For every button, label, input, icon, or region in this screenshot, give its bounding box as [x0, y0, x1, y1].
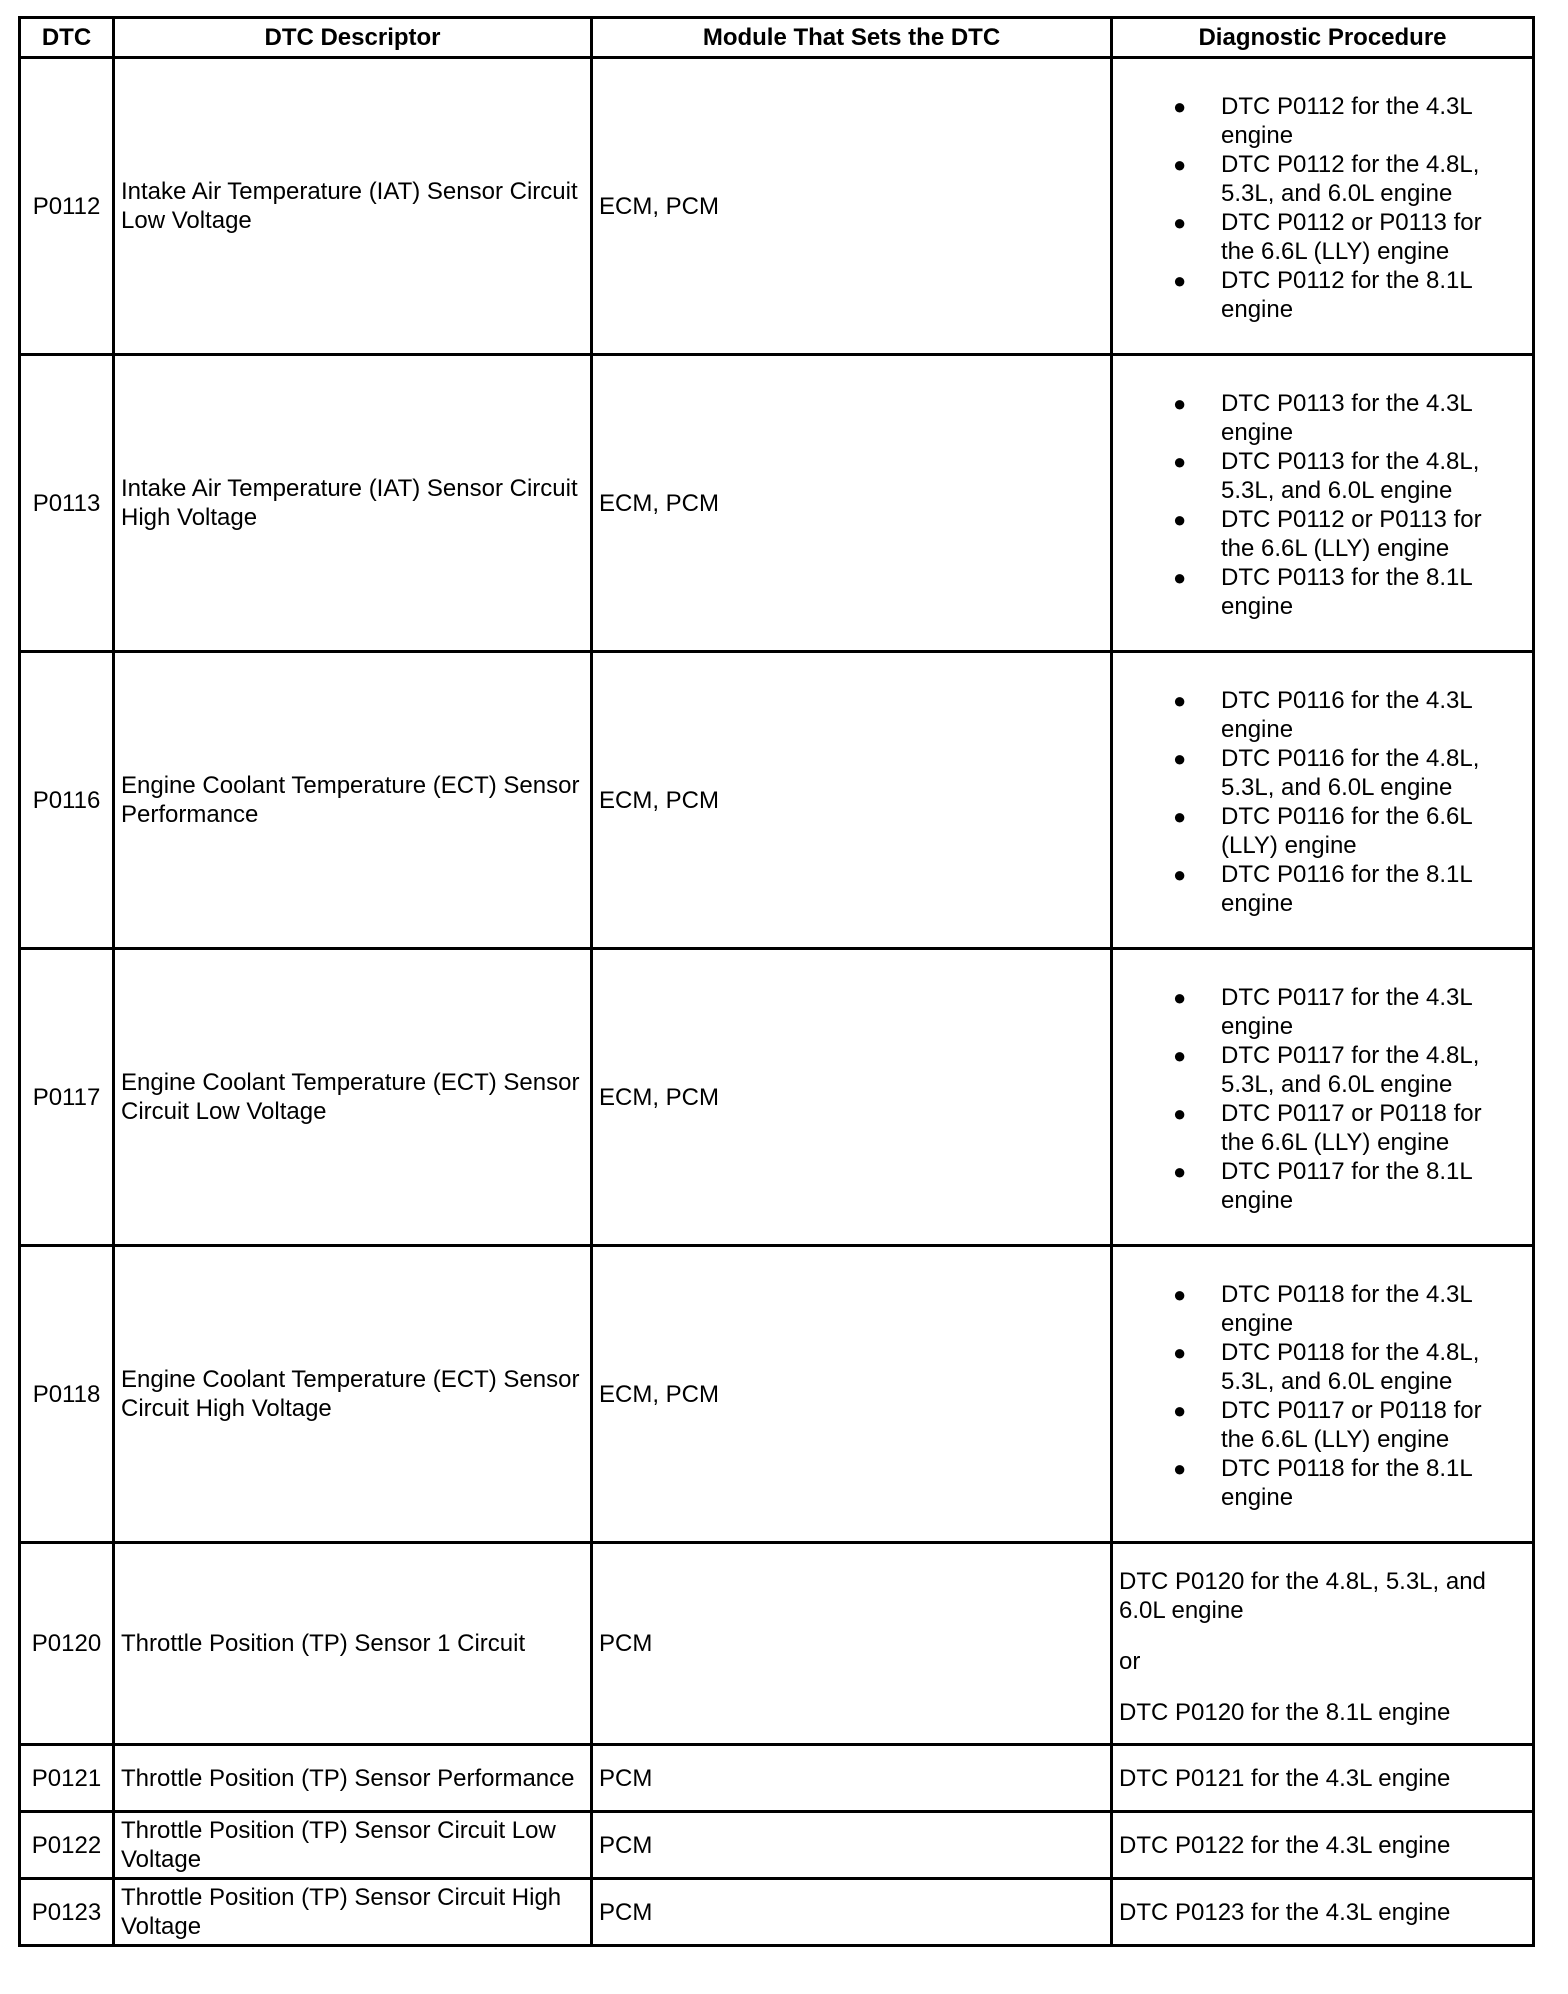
procedure-item[interactable]	[1119, 983, 1526, 1041]
procedure-list	[1119, 983, 1526, 1215]
bullet-icon: ●	[1173, 985, 1187, 1010]
bullet-icon: ●	[1173, 746, 1187, 771]
procedure-link[interactable]: DTC P0116 for the 4.3L engine	[1221, 687, 1472, 743]
procedure-link[interactable]: DTC P0112 for the 8.1L engine	[1221, 267, 1472, 323]
bullet-icon: ●	[1173, 94, 1187, 119]
procedure-link[interactable]: DTC P0112 for the 4.3L engine	[1221, 93, 1472, 149]
dtc-code: P0121	[20, 1745, 114, 1812]
dtc-module: PCM	[592, 1543, 1112, 1745]
procedure-item[interactable]	[1119, 150, 1526, 208]
procedure-item[interactable]	[1119, 1280, 1526, 1338]
procedure-link[interactable]: DTC P0116 for the 4.8L, 5.3L, and 6.0L engine	[1221, 745, 1480, 801]
dtc-code: P0120	[20, 1543, 114, 1745]
table-row	[20, 355, 1534, 652]
dtc-descriptor: Intake Air Temperature (IAT) Sensor Circuit High Voltage	[114, 355, 592, 652]
dtc-module: PCM	[592, 1879, 1112, 1946]
dtc-descriptor: Throttle Position (TP) Sensor 1 Circuit	[114, 1543, 592, 1745]
dtc-module: ECM, PCM	[592, 949, 1112, 1246]
bullet-icon: ●	[1173, 268, 1187, 293]
dtc-code: P0118	[20, 1246, 114, 1543]
bullet-icon: ●	[1173, 862, 1187, 887]
procedure-item[interactable]	[1119, 1338, 1526, 1396]
procedure-list	[1119, 686, 1526, 918]
table-row	[20, 1745, 1534, 1812]
procedure-link[interactable]: DTC P0122 for the 4.3L engine	[1112, 1812, 1534, 1879]
header-row	[20, 18, 1534, 58]
table-row	[20, 1879, 1534, 1946]
procedure-item[interactable]	[1119, 1041, 1526, 1099]
table-row	[20, 58, 1534, 355]
dtc-descriptor: Intake Air Temperature (IAT) Sensor Circuit Low Voltage	[114, 58, 592, 355]
procedure-item[interactable]	[1119, 92, 1526, 150]
dtc-descriptor: Throttle Position (TP) Sensor Circuit High Voltage	[114, 1879, 592, 1946]
dtc-code: P0117	[20, 949, 114, 1246]
diagnostic-procedure	[1112, 1543, 1534, 1745]
procedure-link[interactable]: DTC P0123 for the 4.3L engine	[1112, 1879, 1534, 1946]
bullet-icon: ●	[1173, 391, 1187, 416]
bullet-icon: ●	[1173, 1043, 1187, 1068]
procedure-link[interactable]: DTC P0117 for the 8.1L engine	[1221, 1158, 1472, 1214]
procedure-link[interactable]: DTC P0113 for the 4.8L, 5.3L, and 6.0L engine	[1221, 448, 1480, 504]
header-procedure: Diagnostic Procedure	[1112, 18, 1534, 58]
bullet-icon: ●	[1173, 1456, 1187, 1481]
procedure-item[interactable]	[1119, 563, 1526, 621]
dtc-descriptor: Throttle Position (TP) Sensor Performance	[114, 1745, 592, 1812]
dtc-module: PCM	[592, 1812, 1112, 1879]
bullet-icon: ●	[1173, 449, 1187, 474]
bullet-icon: ●	[1173, 1282, 1187, 1307]
procedure-item[interactable]	[1119, 505, 1526, 563]
bullet-icon: ●	[1173, 1159, 1187, 1184]
header-descriptor: DTC Descriptor	[114, 18, 592, 58]
procedure-item[interactable]	[1119, 208, 1526, 266]
procedure-link[interactable]: DTC P0112 or P0113 for the 6.6L (LLY) engine	[1221, 506, 1482, 562]
bullet-icon: ●	[1173, 688, 1187, 713]
procedure-link[interactable]: DTC P0112 or P0113 for the 6.6L (LLY) engine	[1221, 209, 1482, 265]
dtc-code: P0113	[20, 355, 114, 652]
table-row	[20, 949, 1534, 1246]
procedure-link[interactable]: DTC P0120 for the 4.8L, 5.3L, and 6.0L engine	[1119, 1567, 1486, 1624]
diagnostic-procedure	[1112, 949, 1534, 1246]
header-dtc: DTC	[20, 18, 114, 58]
dtc-code: P0122	[20, 1812, 114, 1879]
bullet-icon: ●	[1173, 507, 1187, 532]
header-module: Module That Sets the DTC	[592, 18, 1112, 58]
diagnostic-procedure	[1112, 652, 1534, 949]
procedure-item[interactable]	[1119, 447, 1526, 505]
procedure-link[interactable]: DTC P0116 for the 6.6L (LLY) engine	[1221, 803, 1472, 859]
procedure-link[interactable]: DTC P0113 for the 4.3L engine	[1221, 390, 1472, 446]
procedure-link[interactable]: DTC P0112 for the 4.8L, 5.3L, and 6.0L engine	[1221, 151, 1480, 207]
procedure-item[interactable]	[1119, 802, 1526, 860]
procedure-list	[1119, 1280, 1526, 1512]
procedure-item[interactable]	[1119, 686, 1526, 744]
procedure-item[interactable]	[1119, 389, 1526, 447]
procedure-link[interactable]: DTC P0118 for the 4.3L engine	[1221, 1281, 1472, 1337]
bullet-icon: ●	[1173, 1340, 1187, 1365]
procedure-link[interactable]: DTC P0117 for the 4.3L engine	[1221, 984, 1472, 1040]
bullet-icon: ●	[1173, 1101, 1187, 1126]
table-row	[20, 1812, 1534, 1879]
dtc-table	[18, 16, 1535, 1947]
table-row	[20, 1246, 1534, 1543]
dtc-module: ECM, PCM	[592, 58, 1112, 355]
procedure-link[interactable]: DTC P0117 or P0118 for the 6.6L (LLY) engine	[1221, 1397, 1482, 1453]
procedure-alternatives	[1119, 1561, 1526, 1727]
procedure-link[interactable]: DTC P0118 for the 8.1L engine	[1221, 1455, 1472, 1511]
dtc-module: PCM	[592, 1745, 1112, 1812]
procedure-link[interactable]: DTC P0118 for the 4.8L, 5.3L, and 6.0L engine	[1221, 1339, 1480, 1395]
dtc-code: P0123	[20, 1879, 114, 1946]
dtc-descriptor: Engine Coolant Temperature (ECT) Sensor Performance	[114, 652, 592, 949]
table-row	[20, 652, 1534, 949]
diagnostic-procedure	[1112, 58, 1534, 355]
procedure-item[interactable]	[1119, 1396, 1526, 1454]
dtc-module: ECM, PCM	[592, 1246, 1112, 1543]
dtc-descriptor: Engine Coolant Temperature (ECT) Sensor Circuit High Voltage	[114, 1246, 592, 1543]
procedure-link[interactable]: DTC P0116 for the 8.1L engine	[1221, 861, 1472, 917]
procedure-item[interactable]	[1119, 1157, 1526, 1215]
dtc-descriptor: Engine Coolant Temperature (ECT) Sensor Circuit Low Voltage	[114, 949, 592, 1246]
procedure-link[interactable]: DTC P0120 for the 8.1L engine	[1119, 1698, 1451, 1726]
procedure-item[interactable]	[1119, 1454, 1526, 1512]
procedure-item[interactable]	[1119, 860, 1526, 918]
bullet-icon: ●	[1173, 152, 1187, 177]
diagnostic-procedure	[1112, 355, 1534, 652]
procedure-item[interactable]	[1119, 1099, 1526, 1157]
bullet-icon: ●	[1173, 565, 1187, 590]
procedure-link[interactable]: DTC P0117 or P0118 for the 6.6L (LLY) engine	[1221, 1100, 1482, 1156]
procedure-item[interactable]	[1119, 266, 1526, 324]
diagnostic-procedure	[1112, 1246, 1534, 1543]
bullet-icon: ●	[1173, 804, 1187, 829]
dtc-code: P0116	[20, 652, 114, 949]
procedure-link[interactable]: DTC P0117 for the 4.8L, 5.3L, and 6.0L engine	[1221, 1042, 1480, 1098]
dtc-code: P0112	[20, 58, 114, 355]
dtc-descriptor: Throttle Position (TP) Sensor Circuit Low Voltage	[114, 1812, 592, 1879]
procedure-item[interactable]	[1119, 744, 1526, 802]
procedure-or-text: or	[1119, 1647, 1141, 1675]
procedure-link[interactable]: DTC P0113 for the 8.1L engine	[1221, 564, 1472, 620]
procedure-list	[1119, 389, 1526, 621]
procedure-list	[1119, 92, 1526, 324]
table-row	[20, 1543, 1534, 1745]
bullet-icon: ●	[1173, 1398, 1187, 1423]
dtc-module: ECM, PCM	[592, 355, 1112, 652]
bullet-icon: ●	[1173, 210, 1187, 235]
procedure-link[interactable]: DTC P0121 for the 4.3L engine	[1112, 1745, 1534, 1812]
dtc-module: ECM, PCM	[592, 652, 1112, 949]
